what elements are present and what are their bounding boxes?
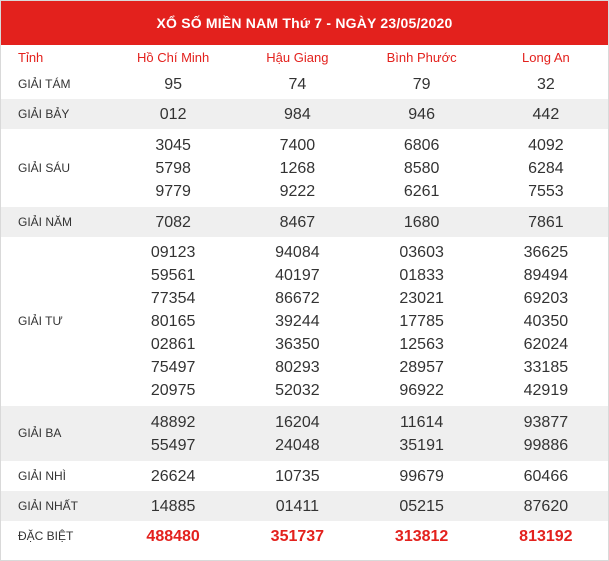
winning-number: 946 xyxy=(408,105,435,123)
page-title: XỔ SỐ MIỀN NAM Thứ 7 - NGÀY 23/05/2020 xyxy=(1,1,608,45)
prize-result-cell xyxy=(111,406,235,461)
winning-number: 55497 xyxy=(150,436,196,454)
winning-number: 10735 xyxy=(275,467,320,485)
winning-number: 93877 xyxy=(523,413,569,431)
winning-number: 52032 xyxy=(275,382,320,399)
prize-result-cell xyxy=(235,521,359,552)
winning-number: 012 xyxy=(159,105,187,123)
winning-number: 02861 xyxy=(150,336,196,353)
winning-number: 6806 xyxy=(403,136,440,154)
prize-result-cell xyxy=(360,491,484,521)
prize-label: GIẢI SÁU xyxy=(18,160,71,175)
prize-result-cell xyxy=(484,521,608,552)
prize-result-cell xyxy=(360,129,484,207)
winning-number: 75497 xyxy=(150,359,196,376)
prize-row xyxy=(1,99,608,129)
winning-number: 6284 xyxy=(528,159,564,177)
winning-number: 16204 xyxy=(275,413,320,431)
winning-number: 89494 xyxy=(523,267,569,284)
prize-result-cell xyxy=(235,491,359,521)
winning-number: 42919 xyxy=(523,382,569,399)
prize-result-cell xyxy=(484,69,608,99)
winning-number: 7553 xyxy=(528,182,564,200)
column-header-province[interactable]: Bình Phước xyxy=(386,49,457,65)
winning-number: 01833 xyxy=(399,267,444,284)
column-header-province[interactable]: Hậu Giang xyxy=(266,49,329,65)
prize-result-cell xyxy=(235,461,359,491)
prize-row xyxy=(1,207,608,237)
winning-number: 86672 xyxy=(275,290,320,307)
prize-label: GIẢI NHẤT xyxy=(1,491,111,521)
winning-number: 3045 xyxy=(155,136,191,154)
prize-result-cell xyxy=(360,207,484,237)
prize-result-cell xyxy=(360,406,484,461)
prize-result-cell xyxy=(111,207,235,237)
winning-number: 26624 xyxy=(150,467,196,485)
winning-number: 96922 xyxy=(399,382,444,399)
results-table xyxy=(1,45,608,552)
winning-number: 79 xyxy=(412,75,431,93)
winning-number: 24048 xyxy=(275,436,320,454)
prize-result-cell xyxy=(111,461,235,491)
prize-label: GIẢI NHÌ xyxy=(18,468,67,483)
prize-label: GIẢI BẢY xyxy=(1,99,111,129)
winning-number: 87620 xyxy=(523,497,569,515)
column-header-tinh: Tỉnh xyxy=(18,49,44,65)
winning-number: 20975 xyxy=(150,382,196,399)
prize-row xyxy=(1,461,608,491)
winning-number: 9222 xyxy=(279,182,316,200)
winning-number: 80293 xyxy=(275,359,320,376)
winning-number: 99679 xyxy=(399,467,444,485)
prize-result-cell xyxy=(484,129,608,207)
winning-number: 01411 xyxy=(275,497,320,515)
prize-result-cell xyxy=(111,237,235,406)
prize-result-cell xyxy=(111,99,235,129)
winning-number: 05215 xyxy=(399,497,444,515)
winning-number: 6261 xyxy=(403,182,440,200)
prize-rows xyxy=(1,69,608,552)
prize-row xyxy=(1,406,608,461)
winning-number: 7082 xyxy=(155,213,191,231)
prize-label: ĐẶC BIỆT xyxy=(18,529,74,543)
winning-number: 40197 xyxy=(275,267,320,284)
special-prize-number: 488480 xyxy=(146,528,200,545)
prize-result-cell xyxy=(235,99,359,129)
winning-number: 59561 xyxy=(150,267,196,284)
winning-number: 35191 xyxy=(399,436,444,454)
winning-number: 62024 xyxy=(523,336,569,353)
prize-row xyxy=(1,491,608,521)
prize-row xyxy=(1,69,608,99)
prize-result-cell xyxy=(111,69,235,99)
winning-number: 7861 xyxy=(528,213,564,231)
prize-result-cell xyxy=(484,406,608,461)
prize-result-cell xyxy=(484,461,608,491)
winning-number: 984 xyxy=(284,105,311,123)
prize-result-cell xyxy=(360,99,484,129)
winning-number: 36625 xyxy=(523,244,569,261)
winning-number: 94084 xyxy=(275,244,320,261)
winning-number: 03603 xyxy=(399,244,444,261)
prize-result-cell xyxy=(111,491,235,521)
prize-result-cell xyxy=(484,491,608,521)
prize-result-cell xyxy=(235,129,359,207)
prize-row xyxy=(1,129,608,207)
prize-row xyxy=(1,521,608,552)
prize-label: GIẢI TƯ xyxy=(18,314,63,328)
prize-label: GIẢI NĂM xyxy=(1,207,111,237)
column-header-province[interactable]: Long An xyxy=(522,49,570,65)
winning-number: 69203 xyxy=(523,290,569,307)
winning-number: 11614 xyxy=(399,413,444,431)
prize-label: GIẢI BA xyxy=(1,406,111,461)
prize-result-cell xyxy=(484,207,608,237)
winning-number: 23021 xyxy=(399,290,444,307)
column-header-province[interactable]: Hồ Chí Minh xyxy=(137,49,210,65)
prize-result-cell xyxy=(360,521,484,552)
winning-number: 48892 xyxy=(150,413,196,431)
winning-number: 8580 xyxy=(403,159,440,177)
prize-result-cell xyxy=(235,69,359,99)
prize-result-cell xyxy=(484,237,608,406)
winning-number: 28957 xyxy=(399,359,444,376)
special-prize-number: 813192 xyxy=(519,528,573,545)
special-prize-number: 313812 xyxy=(394,528,449,545)
winning-number: 1268 xyxy=(279,159,316,177)
prize-result-cell xyxy=(360,237,484,406)
winning-number: 17785 xyxy=(399,313,444,330)
prize-result-cell xyxy=(235,237,359,406)
winning-number: 14885 xyxy=(150,497,196,515)
winning-number: 80165 xyxy=(150,313,196,330)
winning-number: 60466 xyxy=(523,467,569,485)
winning-number: 09123 xyxy=(150,244,196,261)
prize-result-cell xyxy=(360,69,484,99)
winning-number: 1680 xyxy=(403,213,440,231)
winning-number: 12563 xyxy=(399,336,444,353)
prize-result-cell xyxy=(235,207,359,237)
prize-result-cell xyxy=(235,406,359,461)
prize-result-cell xyxy=(111,521,235,552)
winning-number: 5798 xyxy=(155,159,191,177)
prize-result-cell xyxy=(111,129,235,207)
winning-number: 9779 xyxy=(155,182,191,200)
prize-row xyxy=(1,237,608,406)
winning-number: 77354 xyxy=(150,290,196,307)
winning-number: 40350 xyxy=(523,313,569,330)
prize-result-cell xyxy=(484,99,608,129)
winning-number: 39244 xyxy=(275,313,320,330)
winning-number: 7400 xyxy=(279,136,316,154)
winning-number: 74 xyxy=(288,75,307,93)
prize-label: GIẢI TÁM xyxy=(18,76,71,91)
table-header-row xyxy=(1,45,608,69)
special-prize-number: 351737 xyxy=(270,528,325,545)
winning-number: 36350 xyxy=(275,336,320,353)
winning-number: 33185 xyxy=(523,359,569,376)
winning-number: 95 xyxy=(164,75,183,93)
winning-number: 32 xyxy=(536,75,555,93)
prize-result-cell xyxy=(360,461,484,491)
winning-number: 99886 xyxy=(523,436,569,454)
winning-number: 4092 xyxy=(528,136,564,154)
winning-number: 442 xyxy=(532,105,560,123)
winning-number: 8467 xyxy=(279,213,316,231)
